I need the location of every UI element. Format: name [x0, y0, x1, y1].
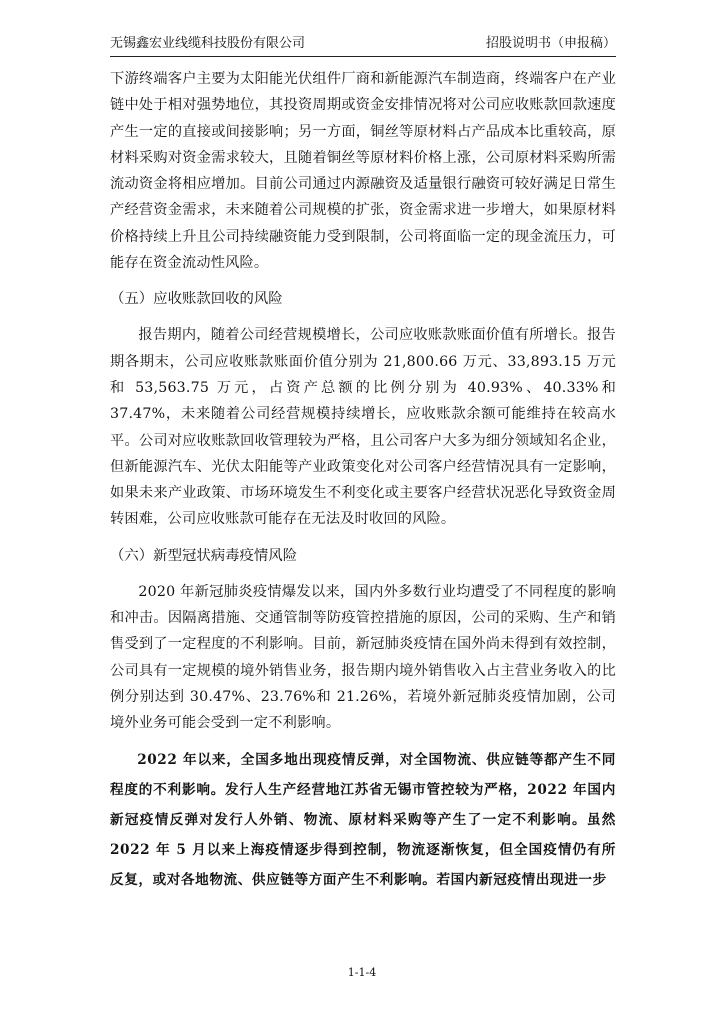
- header-document-title: 招股说明书（申报稿）: [485, 36, 616, 51]
- paragraph-covid-risk: 2020 年新冠肺炎疫情爆发以来，国内外多数行业均遭受了不同程度的影响和冲击。因隔离措施、交通管制等防疫管控措施的原因，公司的采购、生产和销售受到了一定程度的不利影响。目前，新冠肺炎疫情在国外尚未得到有效控制，公司具有一定规模的境外销售业务，报告期内境外销售收入占主营业务收入的比例分别达到 30.47%、23.76%和 21.26%，若境外新冠肺炎疫情加剧，公司境外业务可能会受到一定不利影响。: [110, 583, 616, 732]
- header-company-name: 无锡鑫宏业线缆科技股份有限公司: [110, 36, 306, 51]
- page-number: 1-1-4: [347, 966, 377, 979]
- page-content: [110, 66, 616, 895]
- section-title-covid-risk: （六）新型冠状病毒疫情风险: [110, 547, 298, 564]
- paragraph-receivables-risk: 报告期内，随着公司经营规模增长，公司应收账款账面价值有所增长。报告期各期末，公司应收账款账面价值分别为 21,800.66 万元、33,893.15 万元和 53,563.75 万元，占资产总额的比例分别为 40.93%、40.33%和 37.47%，未来随着公司经营规模持续增长，应收账款余额可能维持在较高水平。公司对应收账款回收管理较为严格，且公司客户大多为细分领域知名企业，但新能源汽车、光伏太阳能等产业政策变化对公司客户经营情况具有一定影响，如果未来产业政策、市场环境发生不利变化或主要客户经营状况恶化导致资金周转困难，公司应收账款可能存在无法及时收回的风险。: [110, 327, 616, 528]
- section-title-receivables-risk: （五）应收账款回收的风险: [110, 291, 283, 308]
- page-header: [110, 34, 616, 57]
- paragraph-liquidity-risk: 下游终端客户主要为太阳能光伏组件厂商和新能源汽车制造商，终端客户在产业链中处于相对强势地位，其投资周期或资金安排情况将对公司应收账款回款速度产生一定的直接或间接影响；另一方面，铜丝等原材料占产品成本比重较高，原材料采购对资金需求较大，且随着铜丝等原材料价格上涨，公司原材料采购所需流动资金将相应增加。目前公司通过内源融资及适量银行融资可较好满足日常生产经营资金需求，未来随着公司规模的扩张，资金需求进一步增大，如果原材料价格持续上升且公司持续融资能力受到限制，公司将面临一定的现金流压力，可能存在资金流动性风险。: [110, 71, 616, 272]
- paragraph-covid-2022-bold: 2022 年以来，全国多地出现疫情反弹，对全国物流、供应链等都产生不同程度的不利影响。发行人生产经营地江苏省无锡市管控较为严格，2022 年国内新冠疫情反弹对发行人外销、物流、原材料采购等产生了一定不利影响。虽然 2022 年 5 月以来上海疫情逐步得到控制，物流逐渐恢复，但全国疫情仍有所反复，或对各地物流、供应链等方面产生不利影响。若国内新冠疫情出现进一步: [110, 751, 616, 888]
